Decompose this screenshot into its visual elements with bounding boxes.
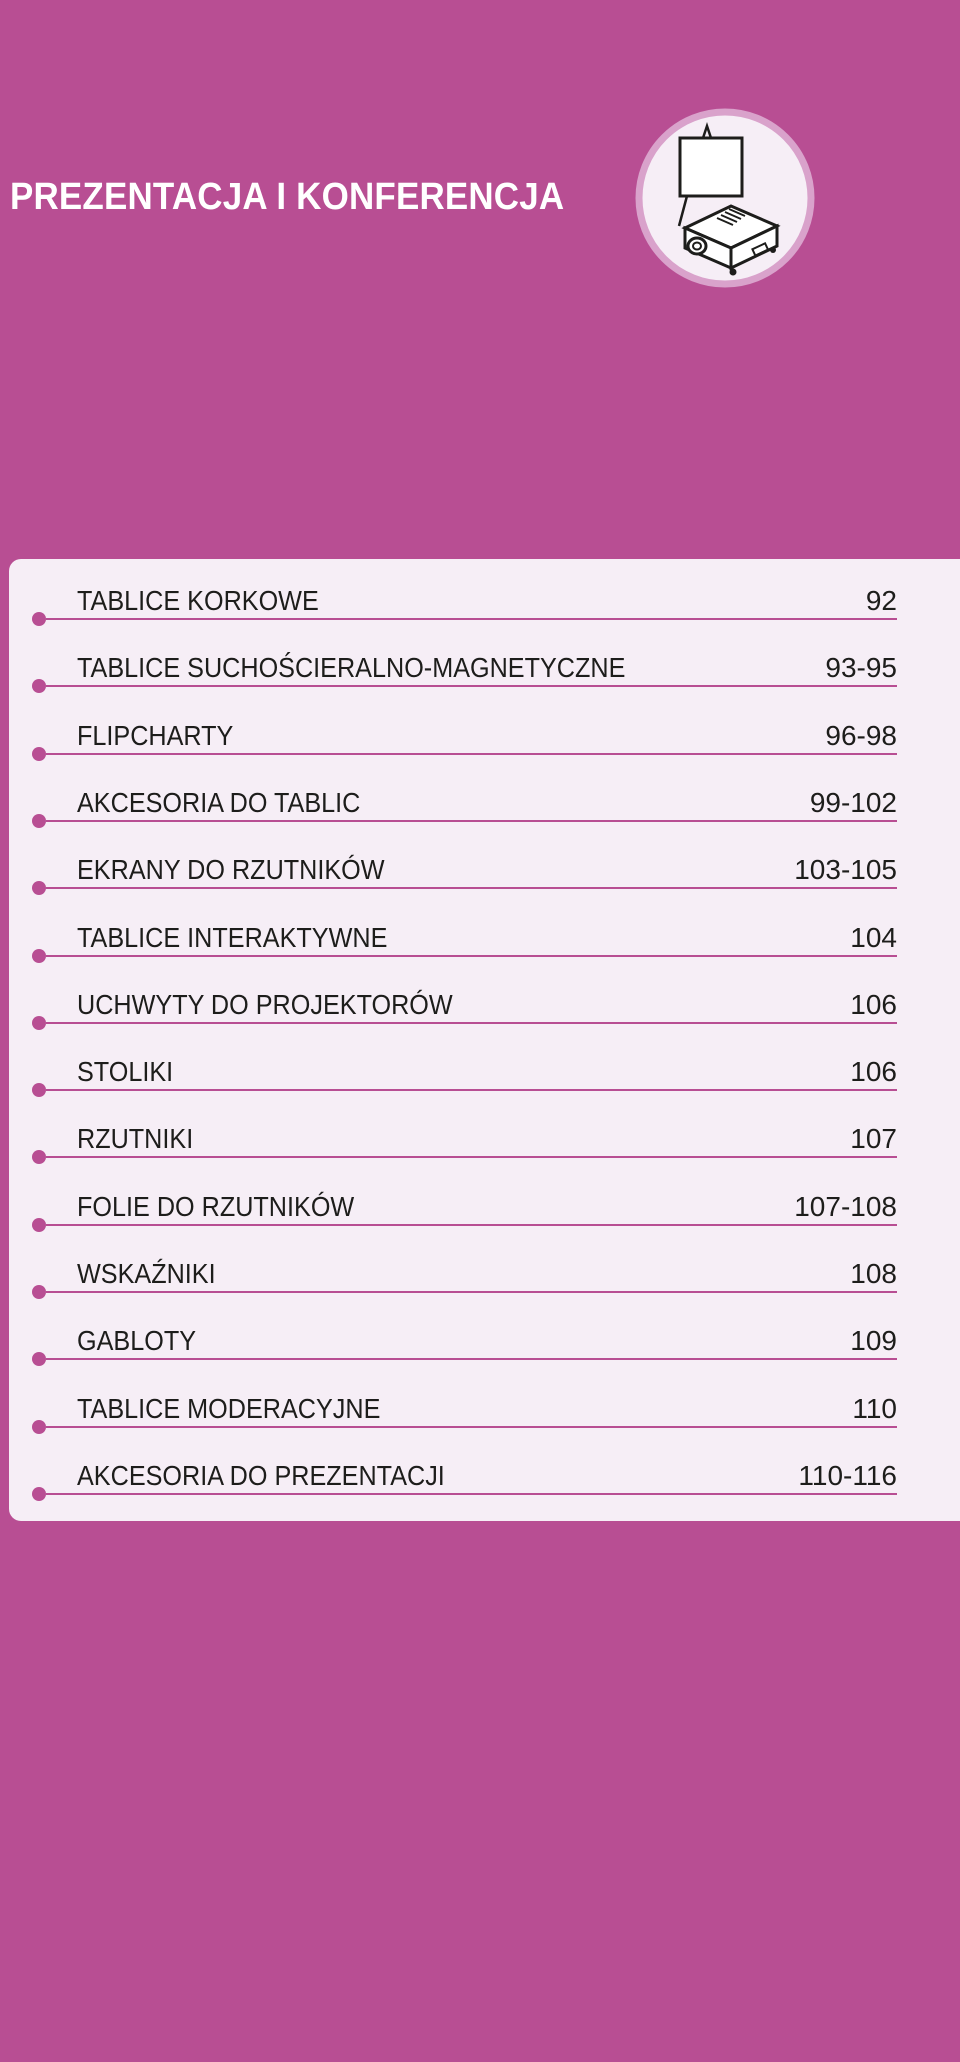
- toc-item-pages: 109: [850, 1325, 897, 1357]
- table-of-contents: [9, 559, 960, 1521]
- page-title: PREZENTACJA I KONFERENCJA: [10, 176, 565, 218]
- toc-item-pages: 110: [852, 1392, 897, 1424]
- bullet-dot-icon: [32, 1150, 46, 1164]
- bullet-dot-icon: [32, 1420, 46, 1434]
- toc-item-label: EKRANY DO RZUTNIKÓW: [77, 854, 385, 886]
- toc-item-pages: 104: [850, 921, 897, 953]
- bullet-dot-icon: [32, 679, 46, 693]
- toc-row: [9, 1377, 960, 1444]
- bullet-dot-icon: [32, 747, 46, 761]
- toc-underline: [46, 685, 897, 687]
- toc-item-label: GABLOTY: [77, 1325, 197, 1357]
- toc-underline: [46, 1156, 897, 1158]
- toc-item-pages: 108: [850, 1258, 897, 1289]
- toc-item-label: TABLICE KORKOWE: [77, 585, 319, 616]
- bullet-dot-icon: [32, 881, 46, 895]
- toc-row: [9, 1242, 960, 1309]
- toc-item-label: TABLICE INTERAKTYWNE: [77, 921, 388, 953]
- bullet-dot-icon: [32, 1352, 46, 1366]
- toc-row: [9, 569, 960, 636]
- toc-underline: [46, 820, 897, 822]
- flipchart-projector-icon: [635, 108, 815, 288]
- toc-row: [9, 1107, 960, 1174]
- toc-item-label: AKCESORIA DO TABLIC: [77, 786, 361, 818]
- toc-row: [9, 704, 960, 771]
- toc-underline: [46, 887, 897, 889]
- toc-item-pages: 107-108: [794, 1190, 897, 1222]
- toc-row: [9, 973, 960, 1040]
- toc-item-label: RZUTNIKI: [77, 1123, 194, 1155]
- toc-item-pages: 110-116: [798, 1459, 897, 1491]
- bullet-dot-icon: [32, 814, 46, 828]
- toc-row: [9, 1444, 960, 1511]
- toc-row: [9, 771, 960, 838]
- toc-item-pages: 93-95: [825, 652, 897, 684]
- toc-item-label: WSKAŹNIKI: [77, 1258, 216, 1289]
- toc-item-pages: 107: [850, 1123, 897, 1155]
- toc-underline: [46, 618, 897, 620]
- toc-item-label: TABLICE SUCHOŚCIERALNO-MAGNETYCZNE: [77, 652, 626, 684]
- toc-item-label: FLIPCHARTY: [77, 719, 234, 751]
- toc-item-label: FOLIE DO RZUTNIKÓW: [77, 1190, 355, 1222]
- toc-underline: [46, 1493, 897, 1495]
- toc-item-label: TABLICE MODERACYJNE: [77, 1392, 381, 1424]
- bullet-dot-icon: [32, 1218, 46, 1232]
- toc-item-pages: 103-105: [794, 854, 897, 886]
- toc-item-pages: 99-102: [809, 786, 897, 818]
- toc-item-pages: 92: [865, 585, 897, 616]
- bullet-dot-icon: [32, 949, 46, 963]
- toc-underline: [46, 1089, 897, 1091]
- bullet-dot-icon: [32, 1487, 46, 1501]
- toc-underline: [46, 955, 897, 957]
- toc-underline: [46, 1426, 897, 1428]
- bullet-dot-icon: [32, 1083, 46, 1097]
- toc-underline: [46, 1358, 897, 1360]
- toc-underline: [46, 1224, 897, 1226]
- toc-row: [9, 636, 960, 703]
- toc-item-label: UCHWYTY DO PROJEKTORÓW: [77, 988, 453, 1020]
- toc-item-label: AKCESORIA DO PREZENTACJI: [77, 1459, 445, 1491]
- bullet-dot-icon: [32, 612, 46, 626]
- bullet-dot-icon: [32, 1016, 46, 1030]
- toc-row: [9, 906, 960, 973]
- toc-underline: [46, 753, 897, 755]
- toc-item-pages: 106: [850, 988, 897, 1020]
- toc-row: [9, 838, 960, 905]
- toc-item-pages: 96-98: [825, 719, 897, 751]
- toc-underline: [46, 1022, 897, 1024]
- toc-underline: [46, 1291, 897, 1293]
- toc-item-pages: 106: [850, 1056, 897, 1088]
- toc-item-label: STOLIKI: [77, 1056, 174, 1088]
- toc-row: [9, 1309, 960, 1376]
- toc-row: [9, 1040, 960, 1107]
- toc-row: [9, 1175, 960, 1242]
- bullet-dot-icon: [32, 1285, 46, 1299]
